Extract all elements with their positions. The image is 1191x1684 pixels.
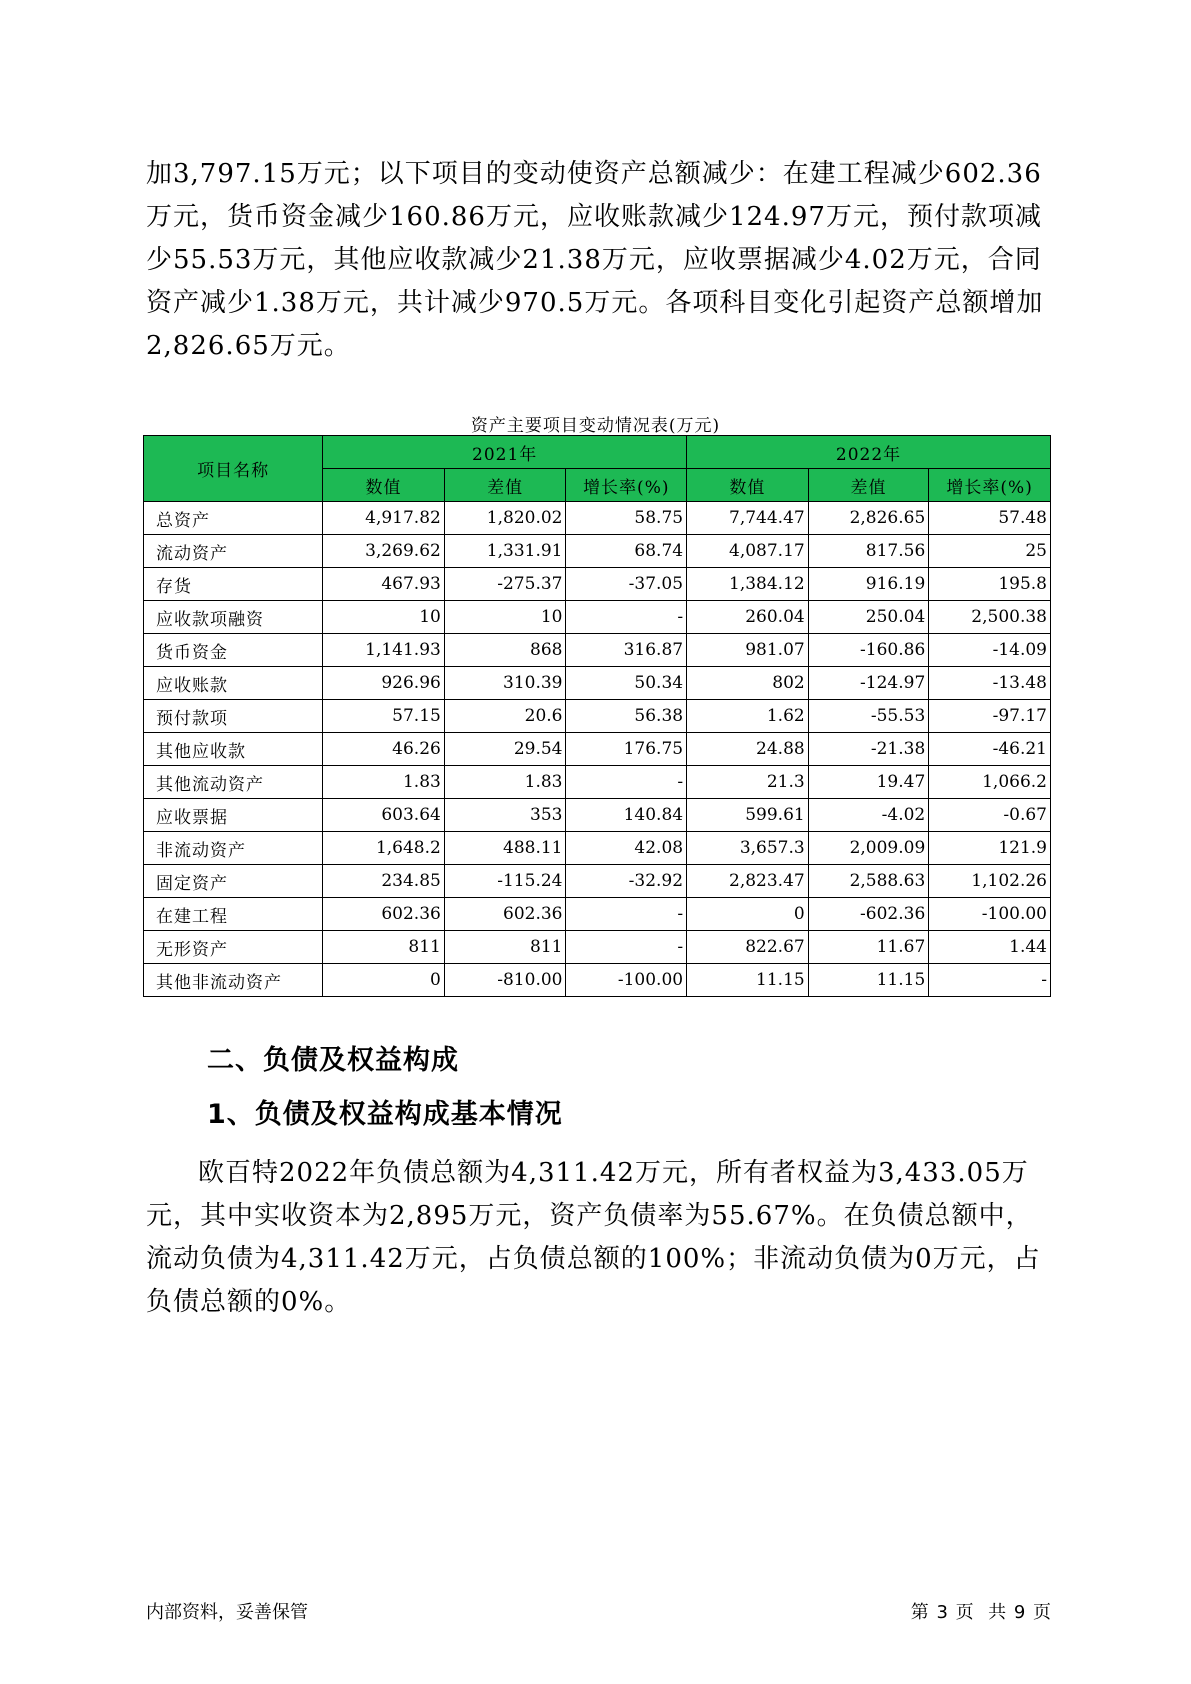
row-cell: 42.08 (566, 832, 687, 865)
row-cell: -97.17 (929, 700, 1051, 733)
section-heading: 二、负债及权益构成 (207, 1045, 459, 1076)
row-cell: 926.96 (323, 667, 445, 700)
row-item-name: 货币资金 (144, 634, 323, 667)
item-name-header: 项目名称 (144, 436, 323, 502)
row-cell: -13.48 (929, 667, 1051, 700)
row-cell: -55.53 (808, 700, 929, 733)
row-cell: 981.07 (687, 634, 809, 667)
row-item-name: 总资产 (144, 502, 323, 535)
row-cell: 602.36 (444, 898, 566, 931)
footer-confidential-note: 内部资料，妥善保管 (146, 1602, 308, 1623)
growth-header-2021: 增长率(%) (566, 469, 687, 502)
row-cell: -124.97 (808, 667, 929, 700)
row-cell: 467.93 (323, 568, 445, 601)
row-item-name: 应收票据 (144, 799, 323, 832)
table-row (144, 832, 1051, 865)
row-item-name: 存货 (144, 568, 323, 601)
row-cell: 868 (444, 634, 566, 667)
diff-header-2021: 差值 (444, 469, 566, 502)
row-cell: 260.04 (687, 601, 809, 634)
row-cell: -100.00 (929, 898, 1051, 931)
row-item-name: 预付款项 (144, 700, 323, 733)
row-cell: 56.38 (566, 700, 687, 733)
table-row (144, 865, 1051, 898)
row-cell: 68.74 (566, 535, 687, 568)
growth-header-2022: 增长率(%) (929, 469, 1051, 502)
footer-page-number: 第 3 页 共 9 页 (910, 1602, 1052, 1623)
row-cell: 603.64 (323, 799, 445, 832)
row-cell: 1.62 (687, 700, 809, 733)
row-item-name: 其他流动资产 (144, 766, 323, 799)
row-cell: 1.83 (323, 766, 445, 799)
row-cell: 4,917.82 (323, 502, 445, 535)
row-cell: 10 (444, 601, 566, 634)
row-cell: 25 (929, 535, 1051, 568)
row-cell: -160.86 (808, 634, 929, 667)
row-cell: 802 (687, 667, 809, 700)
row-cell: 21.3 (687, 766, 809, 799)
row-cell: 3,269.62 (323, 535, 445, 568)
row-cell: 0 (323, 964, 445, 997)
row-cell: 11.15 (687, 964, 809, 997)
row-item-name: 其他非流动资产 (144, 964, 323, 997)
subsection-heading: 1、负债及权益构成基本情况 (207, 1099, 563, 1130)
row-cell: -100.00 (566, 964, 687, 997)
row-item-name: 无形资产 (144, 931, 323, 964)
row-cell: 7,744.47 (687, 502, 809, 535)
row-cell: 58.75 (566, 502, 687, 535)
table-row (144, 733, 1051, 766)
value-header-2022: 数值 (687, 469, 809, 502)
row-cell: - (929, 964, 1051, 997)
row-cell: -275.37 (444, 568, 566, 601)
row-item-name: 应收账款 (144, 667, 323, 700)
row-cell: 1,066.2 (929, 766, 1051, 799)
table-row (144, 568, 1051, 601)
row-cell: 599.61 (687, 799, 809, 832)
row-cell: 4,087.17 (687, 535, 809, 568)
row-cell: 488.11 (444, 832, 566, 865)
row-cell: - (566, 898, 687, 931)
diff-header-2022: 差值 (808, 469, 929, 502)
row-cell: 811 (323, 931, 445, 964)
table-row (144, 667, 1051, 700)
row-cell: 121.9 (929, 832, 1051, 865)
row-cell: 1,102.26 (929, 865, 1051, 898)
row-cell: 1,141.93 (323, 634, 445, 667)
row-cell: 316.87 (566, 634, 687, 667)
row-item-name: 应收款项融资 (144, 601, 323, 634)
row-cell: 176.75 (566, 733, 687, 766)
row-cell: -602.36 (808, 898, 929, 931)
row-cell: 3,657.3 (687, 832, 809, 865)
row-cell: 1,648.2 (323, 832, 445, 865)
row-cell: - (566, 766, 687, 799)
body-paragraph-text: 欧百特2022年负债总额为4,311.42万元，所有者权益为3,433.05万元，其中实收资本为2,895万元，资产负债率为55.67%。在负债总额中，流动负债为4,311.42万元，占负债总额的100%；非流动负债为0万元，占负债总额的0%。 (146, 1158, 1041, 1317)
row-cell: 250.04 (808, 601, 929, 634)
row-cell: 11.67 (808, 931, 929, 964)
row-cell: 1,820.02 (444, 502, 566, 535)
row-cell: 2,500.38 (929, 601, 1051, 634)
body-paragraph (146, 1152, 1058, 1324)
row-cell: -0.67 (929, 799, 1051, 832)
row-cell: 353 (444, 799, 566, 832)
row-cell: 50.34 (566, 667, 687, 700)
row-item-name: 非流动资产 (144, 832, 323, 865)
row-cell: -810.00 (444, 964, 566, 997)
year-header-2021: 2021年 (323, 436, 687, 469)
row-cell: -115.24 (444, 865, 566, 898)
table-row (144, 964, 1051, 997)
row-item-name: 其他应收款 (144, 733, 323, 766)
row-cell: -37.05 (566, 568, 687, 601)
row-cell: 57.48 (929, 502, 1051, 535)
row-cell: 2,826.65 (808, 502, 929, 535)
year-header-2022: 2022年 (687, 436, 1051, 469)
intro-paragraph: 加3,797.15万元；以下项目的变动使资产总额减少：在建工程减少602.36万元，货币资金减少160.86万元，应收账款减少124.97万元，预付款项减少55.53万元，其他应收款减少21.38万元，应收票据减少4.02万元，合同资产减少1.38万元，共计减少970.5万元。各项科目变化引起资产总额增加2,826.65万元。 (146, 159, 1044, 361)
row-item-name: 在建工程 (144, 898, 323, 931)
table-row (144, 766, 1051, 799)
row-cell: 234.85 (323, 865, 445, 898)
row-cell: 2,009.09 (808, 832, 929, 865)
row-cell: 11.15 (808, 964, 929, 997)
table-caption: 资产主要项目变动情况表(万元) (470, 416, 721, 436)
row-cell: 19.47 (808, 766, 929, 799)
row-cell: -32.92 (566, 865, 687, 898)
row-cell: 46.26 (323, 733, 445, 766)
row-cell: - (566, 931, 687, 964)
row-cell: 1.44 (929, 931, 1051, 964)
row-cell: - (566, 601, 687, 634)
row-cell: 0 (687, 898, 809, 931)
row-cell: 817.56 (808, 535, 929, 568)
row-cell: 57.15 (323, 700, 445, 733)
row-cell: -21.38 (808, 733, 929, 766)
table-row (144, 535, 1051, 568)
row-cell: 29.54 (444, 733, 566, 766)
table-header-row-years (144, 436, 1051, 469)
table-row (144, 700, 1051, 733)
asset-change-table (143, 435, 1051, 997)
row-cell: 1.83 (444, 766, 566, 799)
row-cell: 811 (444, 931, 566, 964)
table-row (144, 799, 1051, 832)
row-cell: 2,588.63 (808, 865, 929, 898)
table-row (144, 601, 1051, 634)
row-cell: 10 (323, 601, 445, 634)
row-item-name: 流动资产 (144, 535, 323, 568)
value-header-2021: 数值 (323, 469, 445, 502)
row-item-name: 固定资产 (144, 865, 323, 898)
table-row (144, 898, 1051, 931)
table-row (144, 634, 1051, 667)
row-cell: 310.39 (444, 667, 566, 700)
row-cell: -46.21 (929, 733, 1051, 766)
row-cell: -4.02 (808, 799, 929, 832)
row-cell: 2,823.47 (687, 865, 809, 898)
row-cell: 140.84 (566, 799, 687, 832)
table-row (144, 502, 1051, 535)
table-body (144, 502, 1051, 997)
row-cell: -14.09 (929, 634, 1051, 667)
row-cell: 24.88 (687, 733, 809, 766)
row-cell: 1,331.91 (444, 535, 566, 568)
row-cell: 602.36 (323, 898, 445, 931)
row-cell: 822.67 (687, 931, 809, 964)
row-cell: 195.8 (929, 568, 1051, 601)
table-row (144, 931, 1051, 964)
row-cell: 1,384.12 (687, 568, 809, 601)
row-cell: 20.6 (444, 700, 566, 733)
row-cell: 916.19 (808, 568, 929, 601)
